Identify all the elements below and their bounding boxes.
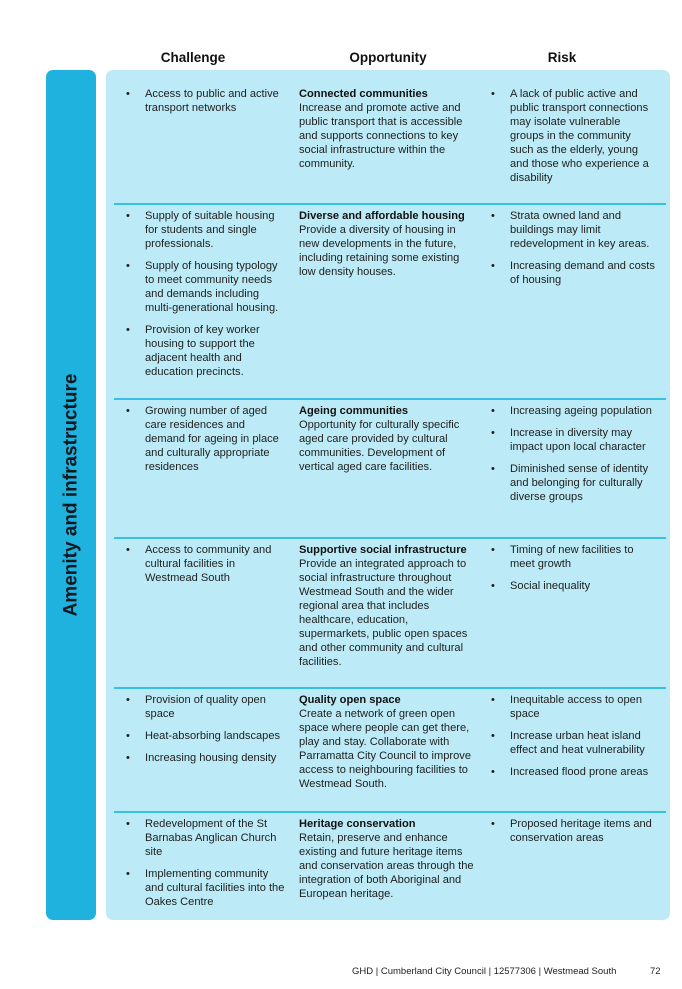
opportunity-cell xyxy=(299,404,477,474)
opportunity-cell xyxy=(299,543,477,669)
challenge-item: • Provision of quality open space xyxy=(122,693,288,721)
challenge-item: • Supply of suitable housing for students and single professionals. xyxy=(122,209,288,251)
opportunity-title: Supportive social infrastructure xyxy=(299,544,467,556)
risk-cell xyxy=(487,404,657,512)
header-challenge: Challenge xyxy=(160,50,226,65)
section-side-tab xyxy=(46,70,96,920)
risk-cell xyxy=(487,543,657,601)
opportunity-text: Increase and promote active and public transport that is accessible and supports connections to key social infrastructure within the community. xyxy=(299,102,463,170)
opportunity-title: Quality open space xyxy=(299,694,401,706)
risk-cell xyxy=(487,87,657,193)
row-divider xyxy=(114,811,666,813)
header-opportunity: Opportunity xyxy=(349,50,427,65)
challenge-cell xyxy=(122,693,288,773)
risk-item: • Increased flood prone areas xyxy=(487,765,657,779)
risk-item: • Proposed heritage items and conservation areas xyxy=(487,817,657,845)
table-panel xyxy=(106,70,670,920)
risk-item: • Inequitable access to open space xyxy=(487,693,657,721)
challenge-item: • Heat-absorbing landscapes xyxy=(122,729,288,743)
challenge-item: • Redevelopment of the St Barnabas Anglican Church site xyxy=(122,817,288,859)
risk-cell xyxy=(487,817,657,853)
opportunity-cell xyxy=(299,209,477,279)
risk-item: • Strata owned land and buildings may limit redevelopment in key areas. xyxy=(487,209,657,251)
challenge-cell xyxy=(122,404,288,482)
opportunity-cell xyxy=(299,817,477,901)
challenge-item: • Access to public and active transport networks xyxy=(122,87,288,115)
opportunity-text: Create a network of green open space where people can get there, play and stay. Collaborate with Parramatta City Council to improve access to neighbouring facilities to Westmead South. xyxy=(299,708,472,790)
row-divider xyxy=(114,687,666,689)
risk-item: • Increase in diversity may impact upon local character xyxy=(487,426,657,454)
risk-cell xyxy=(487,693,657,787)
challenge-item: • Provision of key worker housing to support the adjacent health and education precincts. xyxy=(122,323,288,379)
opportunity-text: Retain, preserve and enhance existing and future heritage items and conservation areas through the integration of both Aboriginal and European heritage. xyxy=(299,832,474,900)
risk-item: • Increase urban heat island effect and heat vulnerability xyxy=(487,729,657,757)
opportunity-title: Connected communities xyxy=(299,88,428,100)
risk-item: • A lack of public active and public transport connections may isolate vulnerable groups in the community such as the elderly, young and those who experience a disability xyxy=(487,87,657,185)
header-risk: Risk xyxy=(547,50,577,65)
challenge-item: • Access to community and cultural facilities in Westmead South xyxy=(122,543,288,585)
opportunity-text: Provide an integrated approach to social infrastructure throughout Westmead South and the wider regional area that includes healthcare, education, supermarkets, public open spaces and other community and cultural facilities. xyxy=(299,558,468,668)
risk-item: • Diminished sense of identity and belonging for culturally diverse groups xyxy=(487,462,657,504)
opportunity-text: Opportunity for culturally specific aged care provided by cultural communities. Development of vertical aged care facilities. xyxy=(299,419,460,473)
row-divider xyxy=(114,203,666,205)
opportunity-title: Heritage conservation xyxy=(299,818,416,830)
opportunity-cell xyxy=(299,693,477,791)
page-number: 72 xyxy=(650,966,661,977)
section-side-label: Amenity and infrastructure xyxy=(60,373,82,617)
opportunity-text: Provide a diversity of housing in new developments in the future, including retaining some existing low density houses. xyxy=(299,224,460,278)
challenge-item: • Growing number of aged care residences and demand for ageing in place and culturally appropriate residences xyxy=(122,404,288,474)
challenge-item: • Supply of housing typology to meet community needs and demands including multi-generational housing. xyxy=(122,259,288,315)
challenge-cell xyxy=(122,817,288,917)
challenge-cell xyxy=(122,543,288,593)
challenge-item: • Increasing housing density xyxy=(122,751,288,765)
challenge-cell xyxy=(122,209,288,387)
footer-text: GHD | Cumberland City Council | 12577306 | Westmead South xyxy=(352,966,617,977)
risk-item: • Timing of new facilities to meet growth xyxy=(487,543,657,571)
risk-item: • Increasing demand and costs of housing xyxy=(487,259,657,287)
row-divider xyxy=(114,398,666,400)
opportunity-cell xyxy=(299,87,477,171)
opportunity-title: Diverse and affordable housing xyxy=(299,210,465,222)
challenge-item: • Implementing community and cultural facilities into the Oakes Centre xyxy=(122,867,288,909)
risk-item: • Social inequality xyxy=(487,579,657,593)
risk-item: • Increasing ageing population xyxy=(487,404,657,418)
risk-cell xyxy=(487,209,657,295)
row-divider xyxy=(114,537,666,539)
challenge-cell xyxy=(122,87,288,123)
opportunity-title: Ageing communities xyxy=(299,405,409,417)
